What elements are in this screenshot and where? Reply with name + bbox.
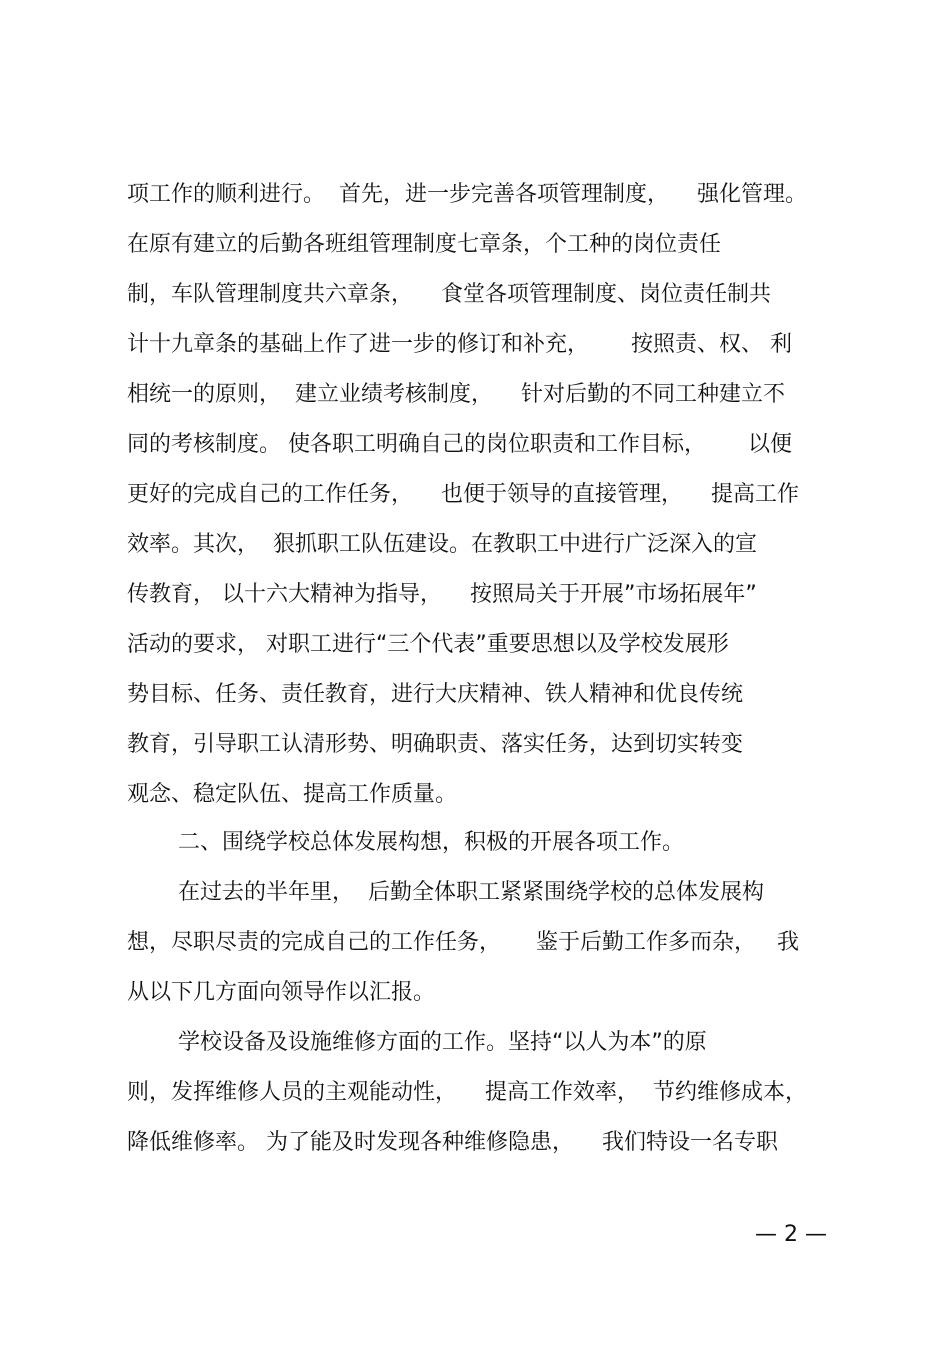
- text-line-1: 项工作的顺利进行。 首先，进一步完善各项管理制度， 强化管理。: [127, 182, 807, 207]
- page-number: — 2 —: [755, 1222, 827, 1247]
- text-line-5: 相统一的原则， 建立业绩考核制度， 针对后勤的不同工种建立不: [127, 382, 785, 407]
- text-line-11: 势目标、任务、责任教育，进行大庆精神、铁人精神和优良传统: [127, 682, 744, 707]
- text-line-7: 更好的完成自己的工作任务， 也便于领导的直接管理， 提高工作: [127, 482, 799, 507]
- text-line-9: 传教育， 以十六大精神为指导， 按照局关于开展”市场拓展年”: [127, 582, 757, 607]
- text-line-2: 在原有建立的后勤各班组管理制度七章条，个工种的岗位责任: [127, 232, 722, 257]
- text-line-3: 制，车队管理制度共六章条， 食堂各项管理制度、岗位责任制共: [127, 282, 771, 307]
- text-line-15: 在过去的半年里， 后勤全体职工紧紧围绕学校的总体发展构: [178, 880, 764, 905]
- text-line-17: 从以下几方面向领导作以汇报。: [127, 980, 436, 1005]
- text-line-18: 学校设备及设施维修方面的工作。坚持“以人为本”的原: [178, 1030, 707, 1055]
- text-line-19: 则，发挥维修人员的主观能动性， 提高工作效率， 节约维修成本，: [127, 1080, 807, 1105]
- text-line-12: 教育，引导职工认清形势、明确职责、落实任务，达到切实转变: [127, 732, 744, 757]
- section-heading: 二、围绕学校总体发展构想，积极的开展各项工作。: [178, 830, 685, 855]
- text-line-10: 活动的要求， 对职工进行“三个代表”重要思想以及学校发展形: [127, 632, 729, 657]
- text-line-20: 降低维修率。 为了能及时发现各种维修隐患， 我们特设一名专职: [127, 1130, 778, 1155]
- text-line-6: 同的考核制度。 使各职工明确自己的岗位职责和工作目标， 以便: [127, 432, 792, 457]
- text-line-8: 效率。其次， 狠抓职工队伍建设。在教职工中进行广泛深入的宣: [127, 532, 757, 557]
- text-line-4: 计十九章条的基础上作了进一步的修订和补充， 按照责、权、 利: [127, 332, 792, 357]
- text-line-13: 观念、稳定队伍、提高工作质量。: [127, 782, 458, 807]
- text-line-16: 想，尽职尽责的完成自己的工作任务， 鉴于后勤工作多而杂， 我: [127, 930, 799, 955]
